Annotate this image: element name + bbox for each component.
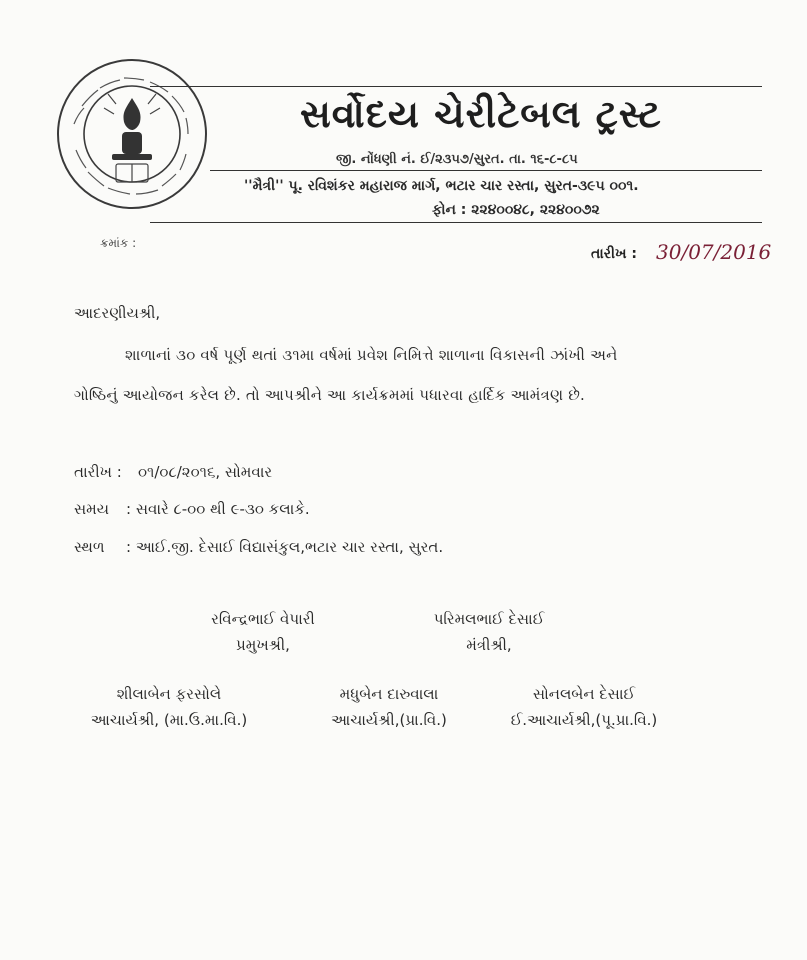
signatory-name: સોનલબેન દેસાઈ — [532, 685, 636, 703]
signatory-title: આચાર્યશ્રી,(પ્રા.વિ.) — [331, 711, 447, 729]
event-date-value: ૦૧/૦૮/૨૦૧૬, સોમવાર — [138, 463, 273, 481]
event-time-label: સમય — [74, 500, 110, 518]
signatory-secretary — [404, 610, 574, 654]
signatory-title: મંત્રીશ્રી, — [466, 636, 512, 654]
trust-name: સર્વોદય ચેરીટેબલ ટ્રસ્ટ — [300, 92, 662, 136]
event-venue-label: સ્થળ — [74, 538, 105, 556]
signatory-principal-primary — [304, 685, 474, 729]
header-rule-top — [150, 86, 762, 87]
header-rule-bottom — [150, 222, 762, 223]
event-date-row — [74, 463, 272, 481]
event-venue-value: : આઈ.જી. દેસાઈ વિદ્યાસંકુલ,ભટાર ચાર રસ્તા, સુરત. — [126, 538, 444, 556]
signatory-title: ઈ.આચાર્યશ્રી,(પૂ.પ્રા.વિ.) — [510, 711, 658, 729]
signatory-title: પ્રમુખશ્રી, — [236, 636, 290, 654]
letter-date-label: તારીખ : — [591, 246, 637, 262]
signatory-principal-higher-secondary — [64, 685, 274, 729]
salutation: આદરણીયશ્રી, — [74, 304, 161, 322]
event-date-label: તારીખ : — [74, 463, 122, 481]
invitation-paragraph-line-2: ગોષ્ઠિનું આયોજન કરેલ છે. તો આપશ્રીને આ કાર્યક્રમમાં પધારવા હાર્દિક આમંત્રણ છે. — [74, 386, 585, 404]
signatory-name: રવિન્દ્રભાઈ વેપારી — [211, 610, 315, 628]
signatory-name: મધુબેન દારુવાલા — [339, 685, 439, 703]
registration-number: જી. નોંધણી નં. ઈ/૨૩૫૭/સુરત. તા. ૧૬-૮-૮૫ — [336, 152, 578, 167]
trust-phone: ફોન : ૨૨૪૦૦૪૮, ૨૨૪૦૦૭૨ — [432, 202, 600, 218]
signatory-title: આચાર્યશ્રી, (મા.ઉ.મા.વિ.) — [90, 711, 248, 729]
trust-seal-logo — [52, 54, 212, 214]
signatory-name: શીલાબેન ફરસોલે — [116, 685, 222, 703]
signatory-president — [190, 610, 336, 654]
signatory-principal-pre-primary — [484, 685, 684, 729]
letter-date-handwritten: 30/07/2016 — [656, 240, 772, 264]
event-venue-row — [74, 538, 443, 556]
event-time-value: : સવારે ૮-૦૦ થી ૯-૩૦ કલાકે. — [126, 500, 310, 518]
event-time-row — [74, 500, 310, 518]
trust-address: ''મૈત્રી'' પૂ. રવિશંકર મહારાજ માર્ગ, ભટાર ચાર રસ્તા, સુરત-૩૯૫ ૦૦૧. — [244, 178, 639, 194]
reference-number-label: ક્રમાંક : — [100, 236, 137, 250]
header-rule-middle — [210, 170, 762, 171]
signatory-name: પરિમલભાઈ દેસાઈ — [433, 610, 545, 628]
invitation-paragraph-line-1: શાળાનાં ૩૦ વર્ષ પૂર્ણ થતાં ૩૧મા વર્ષમાં પ્રવેશ નિમિત્તે શાળાના વિકાસની ઝાંખી અને — [125, 346, 618, 364]
